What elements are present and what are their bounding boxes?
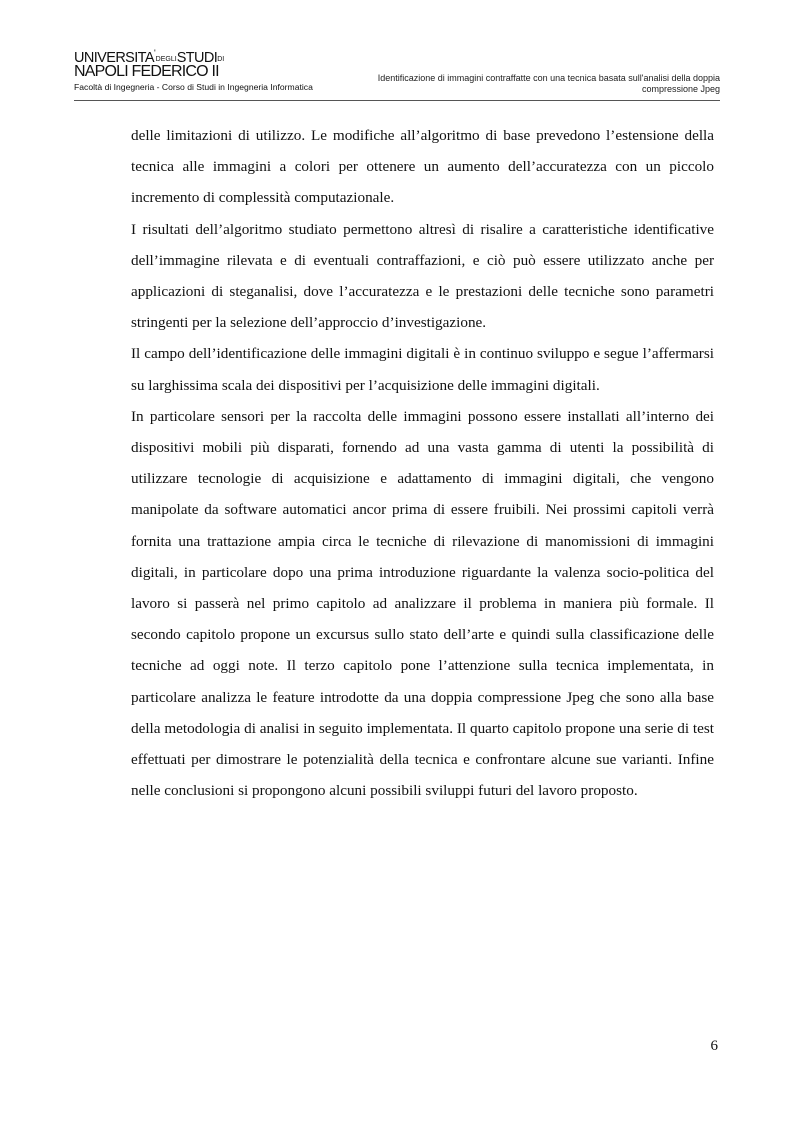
- logo-universita: UNIVERSITA: [74, 50, 154, 66]
- paragraph-1: delle limitazioni di utilizzo. Le modifiche all’algoritmo di base prevedono l’estensione della tecnica alle immagini a colori per ottenere un aumento dell’accuratezza con un piccolo incremento di complessità computazionale.: [131, 127, 714, 207]
- body-text: [131, 120, 714, 806]
- logo-di: DI: [217, 56, 225, 63]
- page-number: 6: [710, 1038, 718, 1054]
- paragraph-2: I risultati dell’algoritmo studiato permettono altresì di risalire a caratteristiche identificative dell’immagine rilevata e di eventuali contraffazioni, e ciò può essere utilizzato anche per applicazioni di steganalisi, dove l’accuratezza e le prestazioni delle tecniche sono parametri stringenti per la selezione dell’approccio d’investigazione.: [131, 220, 714, 332]
- faculty-line: Facoltà di Ingegneria - Corso di Studi in Ingegneria Informatica: [74, 82, 313, 92]
- paragraph-3: Il campo dell’identificazione delle immagini digitali è in continuo sviluppo e segue l’affermarsi su larghissima scala dei dispositivi per l’acquisizione delle immagini digitali.: [131, 345, 714, 394]
- thesis-title-line-1: Identificazione di immagini contraffatte con una tecnica basata sull'analisi della doppia: [377, 73, 720, 83]
- university-logo: [74, 44, 344, 96]
- logo-studi: STUDI: [176, 50, 218, 66]
- page-header: [74, 44, 720, 100]
- paragraph-4: In particolare sensori per la raccolta delle immagini possono essere installati all’interno dei dispositivi mobili più disparati, fornendo ad una vasta gamma di utenti la possibilità di utilizzare tecnologie di acquisizione e adattamento di immagini digitali, che vengono manipolate da software automatici ancor prima di essere fruibili. Nei prossimi capitoli verrà fornita una trattazione ampia circa le tecniche di rilevazione di manomissioni di immagini digitali, in particolare dopo una prima introduzione riguardante la valenza socio-politica del lavoro si passerà nel primo capitolo ad analizzare il problema in maniera più formale. Il secondo capitolo propone un excursus sullo stato dell’arte e quindi sulla classificazione delle tecniche ad oggi note. Il terzo capitolo pone l’attenzione sulla tecnica implementata, in particolare analizza le feature introdotte da una doppia compressione Jpeg che sono alla base della metodologia di analisi in seguito implementata. Il quarto capitolo propone una serie di test effettuati per dimostrare le potenzialità della tecnica e confrontare alcune sue varianti. Infine nelle conclusioni si propongono alcuni possibili sviluppi futuri del lavoro proposto.: [131, 407, 714, 800]
- logo-degli: DEGLI: [155, 56, 177, 63]
- logo-line-2: NAPOLI FEDERICO II: [74, 63, 219, 80]
- thesis-title: [340, 73, 720, 95]
- header-divider: [74, 100, 720, 101]
- thesis-title-line-2: compressione Jpeg: [641, 84, 720, 94]
- logo-apostrophe: ': [153, 48, 156, 58]
